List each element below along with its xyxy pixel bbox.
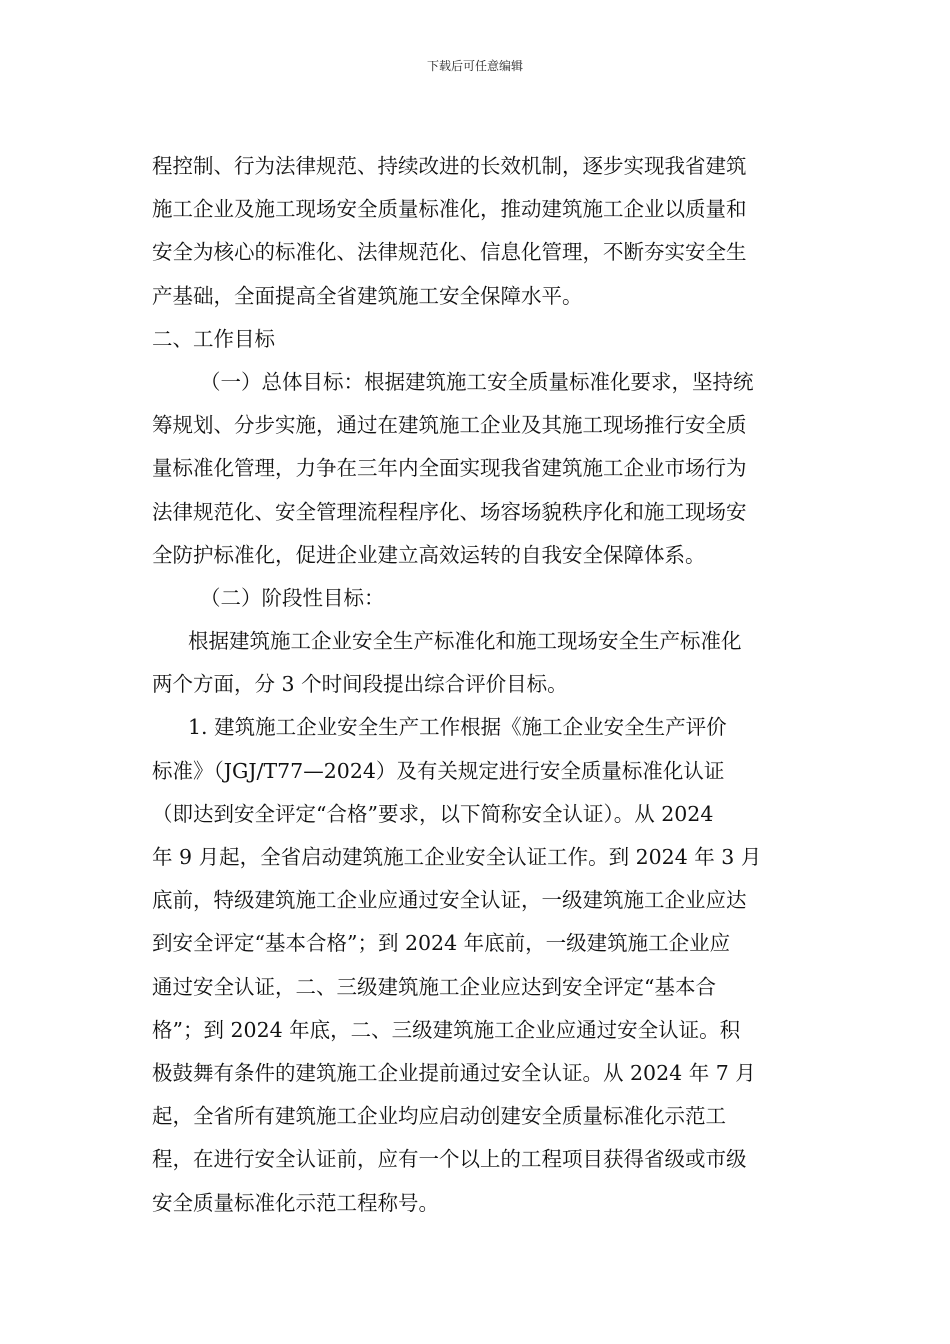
paragraph-line: 产基础，全面提高全省建筑施工安全保障水平。	[152, 283, 583, 308]
paragraph-line: 格”；到 2024 年底，二、三级建筑施工企业应通过安全认证。积	[152, 1017, 741, 1042]
paragraph-line: （即达到安全评定“合格”要求，以下简称安全认证）。从 2024	[152, 801, 714, 826]
paragraph-line: 极鼓舞有条件的建筑施工企业提前通过安全认证。从 2024 年 7 月	[152, 1060, 756, 1085]
paragraph-line: 程，在进行安全认证前，应有一个以上的工程项目获得省级或市级	[152, 1147, 747, 1172]
paragraph-line: 安全质量标准化示范工程称号。	[152, 1190, 439, 1215]
paragraph-line: 两个方面，分 3 个时间段提出综合评价目标。	[152, 672, 568, 697]
paragraph-line: （一）总体目标：根据建筑施工安全质量标准化要求，坚持统	[200, 369, 754, 394]
paragraph-line: 1. 建筑施工企业安全生产工作根据《施工企业安全生产评价	[188, 715, 727, 740]
subsection-heading: （二）阶段性目标：	[200, 585, 385, 610]
paragraph-line: 到安全评定“基本合格”；到 2024 年底前，一级建筑施工企业应	[152, 931, 731, 956]
paragraph-line: 施工企业及施工现场安全质量标准化，推动建筑施工企业以质量和	[152, 197, 747, 222]
page-header-note: 下载后可任意编辑	[426, 59, 523, 73]
paragraph-line: 全防护标准化，促进企业建立高效运转的自我安全保障体系。	[152, 542, 706, 567]
paragraph-line: 法律规范化、安全管理流程程序化、场容场貌秩序化和施工现场安	[152, 499, 747, 524]
paragraph-line: 年 9 月起，全省启动建筑施工企业安全认证工作。到 2024 年 3 月	[152, 845, 762, 869]
paragraph-line: 标准》（JGJ/T77—2024）及有关规定进行安全质量标准化认证	[152, 758, 725, 783]
paragraph-line: 量标准化管理，力争在三年内全面实现我省建筑施工企业市场行为	[152, 456, 747, 481]
paragraph-line: 程控制、行为法律规范、持续改进的长效机制，逐步实现我省建筑	[152, 154, 747, 178]
paragraph-line: 通过安全认证，二、三级建筑施工企业应达到安全评定“基本合	[152, 974, 716, 999]
paragraph-line: 根据建筑施工企业安全生产标准化和施工现场安全生产标准化	[188, 629, 742, 654]
paragraph-line: 起，全省所有建筑施工企业均应启动创建安全质量标准化示范工	[152, 1104, 726, 1129]
paragraph-line: 底前，特级建筑施工企业应通过安全认证，一级建筑施工企业应达	[152, 888, 747, 913]
paragraph-line: 安全为核心的标准化、法律规范化、信息化管理，不断夯实安全生	[152, 240, 747, 265]
document-body	[152, 145, 802, 1225]
section-heading: 二、工作目标	[152, 326, 275, 351]
paragraph-line: 筹规划、分步实施，通过在建筑施工企业及其施工现场推行安全质	[152, 413, 747, 438]
